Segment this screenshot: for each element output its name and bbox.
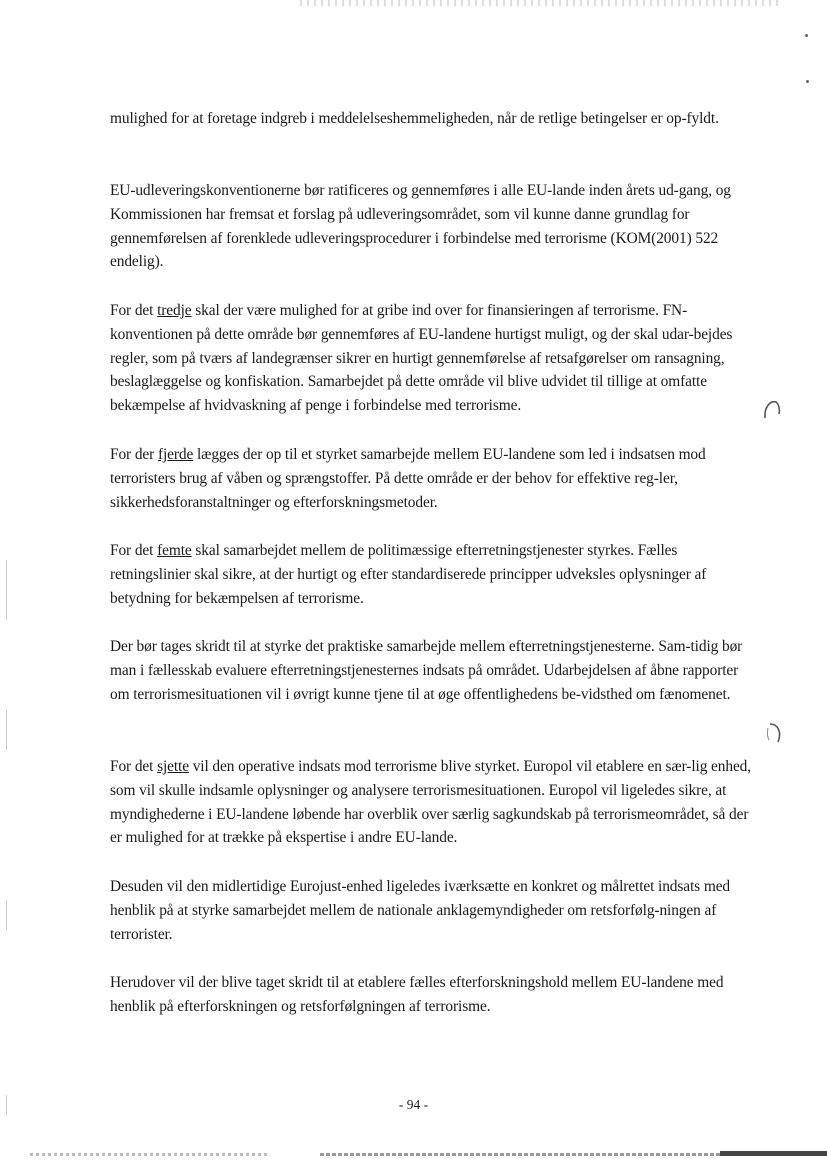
scan-edge-mark bbox=[6, 710, 7, 750]
paragraph bbox=[110, 107, 758, 131]
underlined-ordinal: femte bbox=[157, 542, 192, 559]
paragraph-text: For det bbox=[110, 302, 158, 319]
paragraph-text: For der bbox=[110, 446, 158, 463]
underlined-ordinal: sjette bbox=[157, 758, 189, 775]
paragraph-text: Herudover vil der blive taget skridt til at etablere fælles efterforskningshold mellem EU-landene med henblik på efterforskningen og retsforfølgningen af terrorisme. bbox=[110, 974, 724, 1015]
underlined-ordinal: tredje bbox=[157, 302, 192, 319]
paragraph-text: Der bør tages skridt til at styrke det praktiske samarbejde mellem efterretningstjenesterne. Sam-tidig bør man i fællesskab evaluere efterretningstjenesternes indsats på området. Udarbejdelsen af åbne rapporter om terrorismesituationen vil i øvrigt kunne tjene til at øge offentlighedens be-vidsthed om fænomenet. bbox=[110, 638, 743, 703]
paragraph-text: vil den operative indsats mod terrorisme blive styrket. Europol vil etablere en sær-lig enhed, som vil skulle indsamle oplysninger og analysere terrorismesituationen. Europol vil ligeledes sikre, at myndighederne i EU-landene løbende har overblik over særlig sagkundskab på terrorismeområdet, så der er mulighed for at trække på ekspertise i andre EU-lande. bbox=[110, 758, 752, 847]
scan-noise bbox=[720, 1151, 827, 1156]
page-number: - 94 - bbox=[398, 1097, 429, 1112]
scan-edge-mark bbox=[6, 900, 7, 930]
paragraph-text: For det bbox=[110, 542, 158, 559]
paragraph bbox=[110, 179, 758, 274]
paragraph bbox=[110, 443, 758, 514]
paragraph bbox=[110, 875, 758, 946]
scan-noise bbox=[30, 1153, 270, 1156]
paragraph-text: skal samarbejdet mellem de politimæssige efterretningstjenester styrkes. Fælles retningslinier skal sikre, at der hurtigt og efter standardiserede principper udveksles oplysninger af betydning for bekæmpelsen af terrorisme. bbox=[110, 542, 707, 607]
paragraph bbox=[110, 539, 758, 610]
paragraph bbox=[110, 299, 758, 418]
punch-hole-mark bbox=[762, 396, 782, 424]
paragraph-text: mulighed for at foretage indgreb i meddelelseshemmeligheden, når de retlige betingelser er op-fyldt. bbox=[110, 110, 719, 127]
paragraph-text: lægges der op til et styrket samarbejde mellem EU-landene som led i indsatsen mod terroristers brug af våben og sprængstoffer. På dette område er der behov for effektive reg-ler, sikkerhedsforanstaltninger og efterforskningsmetoder. bbox=[110, 446, 706, 511]
underlined-ordinal: fjerde bbox=[157, 446, 194, 463]
punch-hole-mark bbox=[764, 718, 784, 746]
paragraph bbox=[110, 755, 758, 850]
scan-speck bbox=[806, 80, 809, 83]
paragraph bbox=[110, 635, 758, 706]
paragraph-text: skal der være mulighed for at gribe ind over for finansieringen af terrorisme. FN-konventionen på dette område bør gennemføres af EU-landene hurtigst muligt, og der skal udar-bejdes regler, som på tværs af landegrænser sikrer en hurtigt gennemførelse af retsafgørelser om ransagning, beslaglæggelse og konfiskation. Samarbejdet på dette område vil blive udvidet til tillige at omfatte bekæmpelse af hvidvaskning af penge i forbindelse med terrorisme. bbox=[110, 302, 733, 415]
paragraph-text: Desuden vil den midlertidige Eurojust-enhed ligeledes iværksætte en konkret og målrettet indsats med henblik på at styrke samarbejdet mellem de nationale anklagemyndigheder om retsforfølg-ningen af terrorister. bbox=[110, 878, 731, 943]
paragraph bbox=[110, 971, 758, 1019]
paragraph-text: For det bbox=[110, 758, 158, 775]
paragraph-text: EU-udleveringskonventionerne bør ratificeres og gennemføres i alle EU-lande inden årets ud-gang, og Kommissionen har fremsat et forslag på udleveringsområdet, som vil kunne danne grundlag for gennemførelsen af forenklede udleveringsprocedurer i forbindelse med terrorisme (KOM(2001) 522 endelig). bbox=[110, 182, 731, 271]
scan-edge-mark bbox=[6, 560, 7, 620]
scan-noise bbox=[300, 0, 780, 6]
scan-speck bbox=[805, 34, 808, 37]
